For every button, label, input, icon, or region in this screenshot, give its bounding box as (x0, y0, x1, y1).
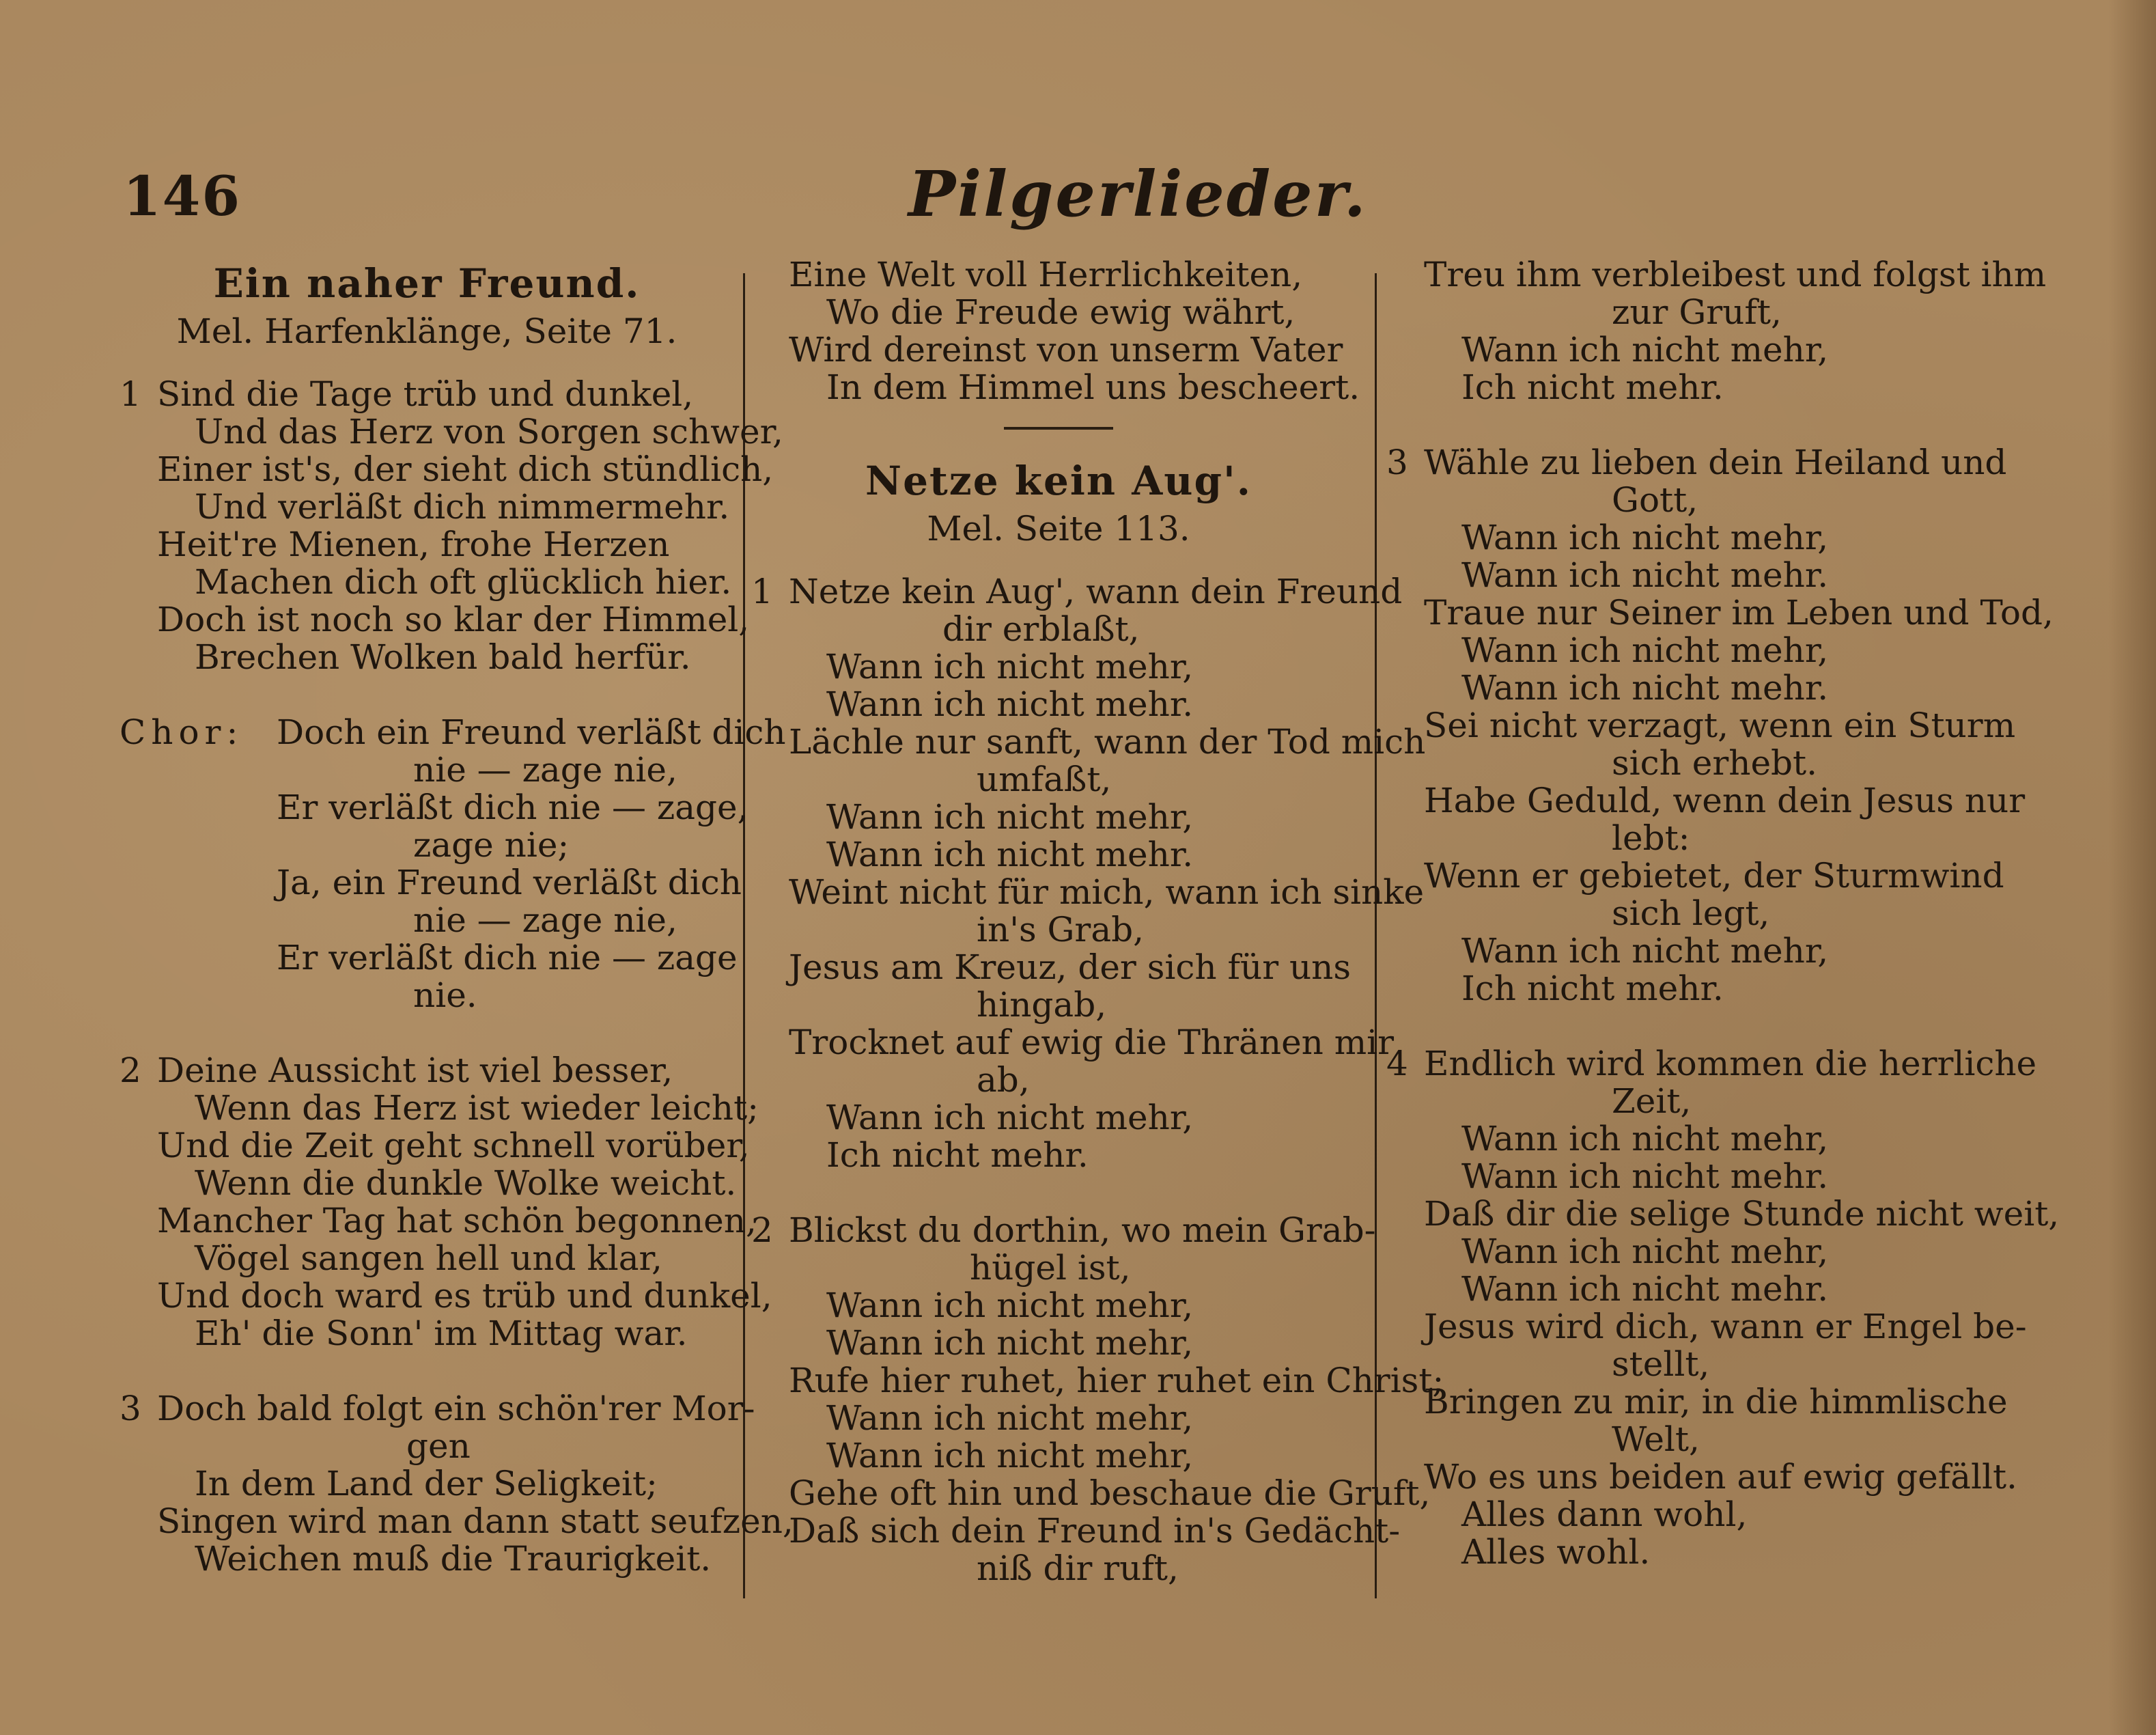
chorus-line: Er verläßt dich nie — zage (277, 938, 738, 977)
verse-line: 3 Wähle zu lieben dein Heiland und (1386, 443, 2007, 482)
verse-line: Vögel sangen hell und klar, (195, 1238, 662, 1278)
verse-line: Singen wird man dann statt seufzen, (157, 1501, 794, 1541)
verse-3-continued (751, 256, 1366, 406)
column-1 (120, 256, 794, 1579)
verse-line: Und die Zeit geht schnell vorüber, (157, 1126, 750, 1165)
verse-line: Ich nicht mehr. (1461, 969, 1724, 1008)
chorus-line: nie — zage nie, (413, 900, 677, 940)
verse-line: Gott, (1612, 480, 1698, 520)
chorus-line: Chor: Doch ein Freund verläßt dich (120, 712, 786, 752)
chorus-line: nie — zage nie, (413, 750, 677, 790)
verse-number: 1 (751, 572, 773, 611)
verse-line: Bringen zu mir, in die himmlische (1424, 1382, 2008, 1421)
verse-number: 3 (120, 1389, 141, 1428)
verse-line: Wann ich nicht mehr, (1461, 630, 1829, 670)
verse-line: Doch ist noch so klar der Himmel, (157, 600, 750, 639)
melody-reference: Mel. Seite 113. (927, 509, 1190, 549)
verse-line: Jesus am Kreuz, der sich für uns (789, 947, 1352, 987)
verse-number: 1 (120, 374, 141, 414)
verse-line: Wann ich nicht mehr. (826, 835, 1194, 874)
running-title: Pilgerlieder. (908, 157, 1368, 231)
verse-2 (751, 1210, 1444, 1588)
verse-line: Wann ich nicht mehr, (826, 1323, 1194, 1363)
verse-line: Und verläßt dich nimmermehr. (195, 487, 730, 527)
verse-line: Machen dich oft glücklich hier. (195, 562, 732, 602)
verse-line: Wann ich nicht mehr, (1461, 1232, 1829, 1271)
verse-line: Wann ich nicht mehr, (826, 1098, 1194, 1137)
verse-line: Wann ich nicht mehr, (826, 797, 1194, 837)
verse-line: Eh' die Sonn' im Mittag war. (195, 1314, 688, 1353)
verse-line: lebt: (1612, 818, 1690, 858)
song-title: Netze kein Aug'. (865, 458, 1252, 504)
verse-line: zur Gruft, (1612, 292, 1782, 332)
column-3 (1386, 255, 2060, 1572)
verse-line: Traue nur Seiner im Leben und Tod, (1424, 593, 2054, 633)
verse-line: Alles wohl. (1461, 1532, 1651, 1572)
verse-line: Habe Geduld, wenn dein Jesus nur (1424, 781, 2026, 820)
verse-line: Daß sich dein Freund in's Gedächt- (789, 1511, 1401, 1551)
verse-2-continued (1386, 255, 2047, 407)
verse-line: Wann ich nicht mehr. (1461, 555, 1829, 595)
verse-line: Lächle nur sanft, wann der Tod mich (789, 722, 1426, 762)
verse-line: Weint nicht für mich, wann ich sinke (789, 872, 1425, 912)
verse-line: stellt, (1612, 1344, 1710, 1384)
verse-line: Heit're Mienen, frohe Herzen (157, 525, 670, 564)
chorus-line: Er verläßt dich nie — zage, (277, 788, 748, 827)
page-number: 146 (123, 164, 241, 228)
verse-line: sich erhebt. (1612, 743, 1818, 783)
verse-line: Alles dann wohl, (1461, 1495, 1748, 1534)
verse-line: niß dir ruft, (977, 1549, 1179, 1588)
chorus-line: nie. (413, 975, 477, 1015)
verse-1 (120, 374, 783, 677)
verse-line: Treu ihm verbleibest und folgst ihm (1424, 255, 2047, 294)
verse-line: hingab, (977, 985, 1107, 1025)
verse-line: umfaßt, (977, 760, 1112, 799)
verse-number: 2 (120, 1051, 141, 1090)
verse-line: In dem Land der Seligkeit; (195, 1464, 658, 1503)
verse-line: ab, (977, 1060, 1030, 1100)
verse-line: Rufe hier ruhet, hier ruhet ein Christ; (789, 1361, 1444, 1400)
verse-line: Jesus wird dich, wann er Engel be- (1424, 1307, 2027, 1346)
verse-line: Zeit, (1612, 1081, 1692, 1121)
verse-line: hügel ist, (970, 1248, 1131, 1288)
verse-line: Brechen Wolken bald herfür. (195, 637, 691, 677)
song-title: Ein naher Freund. (213, 260, 641, 307)
verse-3 (120, 1389, 794, 1579)
verse-line: dir erblaßt, (942, 609, 1140, 649)
verse-line: Wann ich nicht mehr. (1461, 1269, 1829, 1309)
verse-line: Wann ich nicht mehr, (1461, 330, 1829, 370)
chorus-line: Ja, ein Freund verläßt dich (277, 863, 742, 902)
verse-number: 4 (1386, 1044, 1408, 1083)
page-edge-shadow (2108, 0, 2156, 1735)
verse-line: Wo die Freude ewig währt, (826, 292, 1296, 332)
verse-line: Wann ich nicht mehr. (826, 684, 1194, 724)
verse-line: Wenn die dunkle Wolke weicht. (195, 1163, 737, 1203)
verse-line: Eine Welt voll Herrlichkeiten, (789, 255, 1303, 294)
verse-line: Ich nicht mehr. (826, 1135, 1089, 1175)
verse-line: Wann ich nicht mehr, (826, 1436, 1194, 1475)
verse-3 (1386, 443, 2054, 1008)
verse-line: Und das Herz von Sorgen schwer, (195, 412, 783, 452)
chorus (120, 712, 786, 1015)
verse-line: Wann ich nicht mehr, (1461, 518, 1829, 557)
verse-line: Und doch ward es trüb und dunkel, (157, 1276, 772, 1316)
verse-line: 1 Sind die Tage trüb und dunkel, (120, 374, 694, 414)
verse-line: Sei nicht verzagt, wenn ein Sturm (1424, 706, 2016, 745)
verse-line: 4 Endlich wird kommen die herrliche (1386, 1044, 2037, 1083)
verse-line: Wann ich nicht mehr. (1461, 668, 1829, 708)
verse-line: 2 Blickst du dorthin, wo mein Grab- (751, 1210, 1376, 1250)
section-divider (1004, 427, 1113, 430)
melody-reference: Mel. Harfenklänge, Seite 71. (176, 311, 677, 351)
verse-line: Weichen muß die Traurigkeit. (195, 1539, 712, 1579)
verse-line: Welt, (1612, 1419, 1700, 1459)
verse-line: Wann ich nicht mehr, (826, 1286, 1194, 1325)
verse-line: sich legt, (1612, 893, 1770, 933)
verse-4 (1386, 1044, 2060, 1572)
verse-line: Wird dereinst von unserm Vater (789, 330, 1343, 370)
verse-1 (751, 572, 1426, 1175)
verse-line: Gehe oft hin und beschaue die Gruft, (789, 1473, 1431, 1513)
verse-2 (120, 1051, 772, 1353)
verse-line: Wann ich nicht mehr, (826, 1398, 1194, 1438)
chorus-label: Chor: (120, 712, 244, 752)
verse-line: Wenn er gebietet, der Sturmwind (1424, 856, 2004, 896)
verse-number: 3 (1386, 443, 1408, 482)
verse-line: gen (406, 1426, 471, 1466)
verse-line: in's Grab, (977, 910, 1145, 949)
column-2 (751, 255, 1444, 1588)
verse-line: Wenn das Herz ist wieder leicht; (195, 1088, 759, 1128)
verse-line: Wann ich nicht mehr. (1461, 1156, 1829, 1196)
verse-line: Mancher Tag hat schön begonnen, (157, 1201, 757, 1240)
verse-line: In dem Himmel uns bescheert. (826, 367, 1360, 407)
verse-line: Wo es uns beiden auf ewig gefällt. (1424, 1457, 2017, 1497)
verse-line: 3 Doch bald folgt ein schön'rer Mor- (120, 1389, 755, 1428)
verse-line: Wann ich nicht mehr, (826, 647, 1194, 686)
verse-number: 2 (751, 1210, 773, 1250)
verse-line: Ich nicht mehr. (1461, 367, 1724, 407)
verse-line: Wann ich nicht mehr, (1461, 1119, 1829, 1158)
chorus-line: zage nie; (413, 825, 570, 865)
verse-line: Trocknet auf ewig die Thränen mir (789, 1023, 1395, 1062)
verse-line: Wann ich nicht mehr, (1461, 931, 1829, 971)
verse-line: Daß dir die selige Stunde nicht weit, (1424, 1194, 2060, 1234)
verse-line: 2 Deine Aussicht ist viel besser, (120, 1051, 673, 1090)
verse-line: 1 Netze kein Aug', wann dein Freund (751, 572, 1403, 611)
verse-line: Einer ist's, der sieht dich stündlich, (157, 449, 774, 489)
